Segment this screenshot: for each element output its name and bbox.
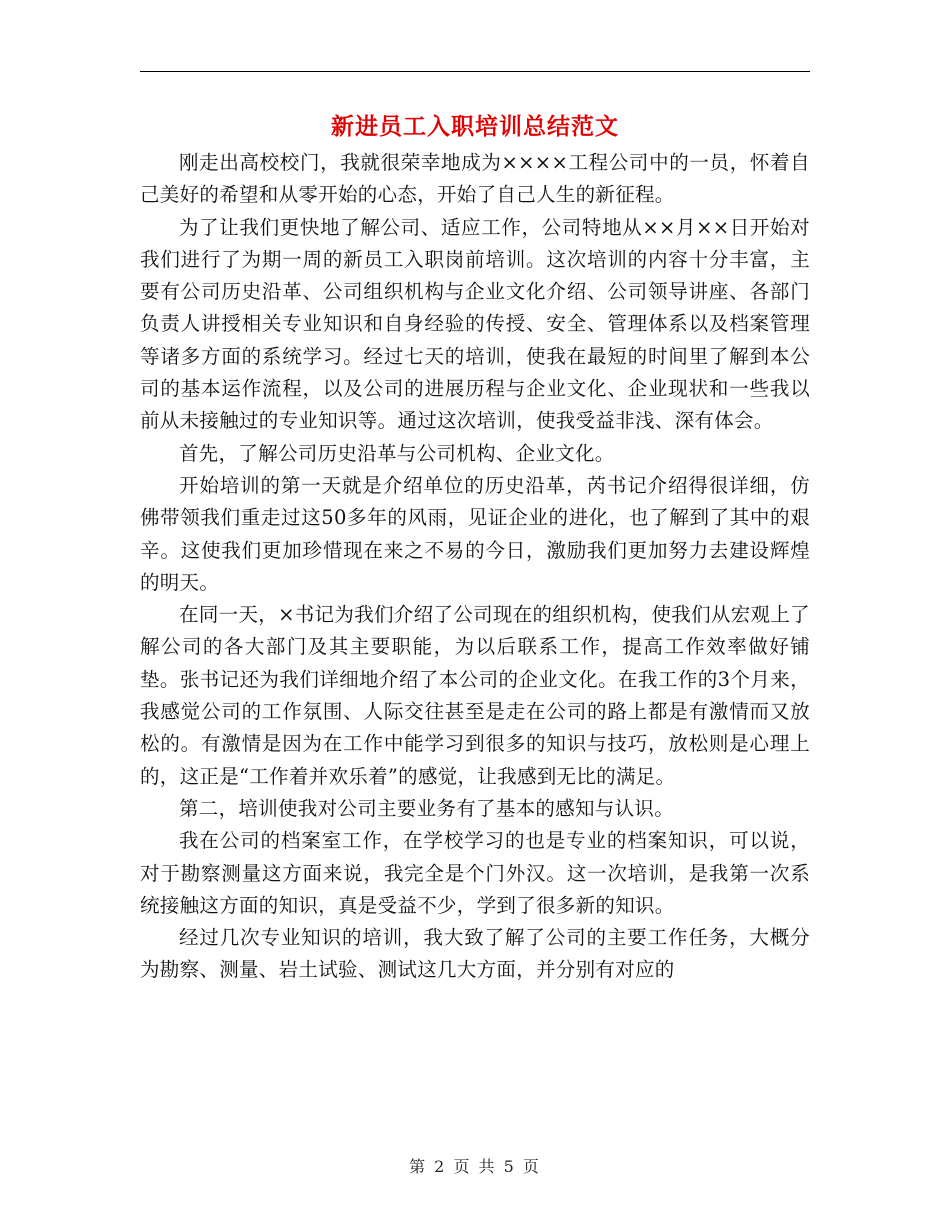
paragraph: 我在公司的档案室工作，在学校学习的也是专业的档案知识，可以说，对于勘察测量这方面来说，我完全是个门外汉。这一次培训，是我第一次系统接触这方面的知识，真是受益不少，学到了很多新的知识。	[140, 829, 810, 917]
paragraph: 开始培训的第一天就是介绍单位的历史沿革，芮书记介绍得很详细，仿佛带领我们重走过这50多年的风雨，见证企业的进化，也了解到了其中的艰辛。这使我们更加珍惜现在来之不易的今日，激励我们更加努力去建设辉煌的明天。	[140, 473, 810, 594]
paragraph: 为了让我们更快地了解公司、适应工作，公司特地从××月××日开始对我们进行了为期一周的新员工入职岗前培训。这次培训的内容十分丰富，主要有公司历史沿革、公司组织机构与企业文化介绍、公司领导讲座、各部门负责人讲授相关专业知识和自身经验的传授、安全、管理体系以及档案管理等诸多方面的系统学习。经过七天的培训，使我在最短的时间里了解到本公司的基本运作流程，以及公司的进展历程与企业文化、企业现状和一些我以前从未接触过的专业知识等。通过这次培训，使我受益非浅、深有体会。	[140, 215, 810, 433]
header-rule	[140, 71, 810, 72]
paragraph: 首先，了解公司历史沿革与公司机构、企业文化。	[179, 441, 615, 465]
page-number-footer: 第 2 页 共 5 页	[409, 1157, 541, 1176]
paragraph: 刚走出高校校门，我就很荣幸地成为××××工程公司中的一员，怀着自己美好的希望和从零开始的心态，开始了自己人生的新征程。	[140, 151, 810, 207]
paragraph: 在同一天，×书记为我们介绍了公司现在的组织机构，使我们从宏观上了解公司的各大部门及其主要职能，为以后联系工作，提高工作效率做好铺垫。张书记还为我们详细地介绍了本公司的企业文化。在我工作的3个月来，我感觉公司的工作氛围、人际交往甚至是走在公司的路上都是有激情而又放松的。有激情是因为在工作中能学习到很多的知识与技巧，放松则是心理上的，这正是“工作着并欢乐着”的感觉，让我感到无比的满足。	[140, 603, 810, 788]
document-body	[140, 147, 810, 987]
document-title: 新进员工入职培训总结范文	[331, 113, 619, 140]
paragraph: 经过几次专业知识的培训，我大致了解了公司的主要工作任务，大概分为勘察、测量、岩土试验、测试这几大方面，并分别有对应的	[140, 926, 810, 982]
paragraph: 第二，培训使我对公司主要业务有了基本的感知与认识。	[179, 796, 675, 820]
